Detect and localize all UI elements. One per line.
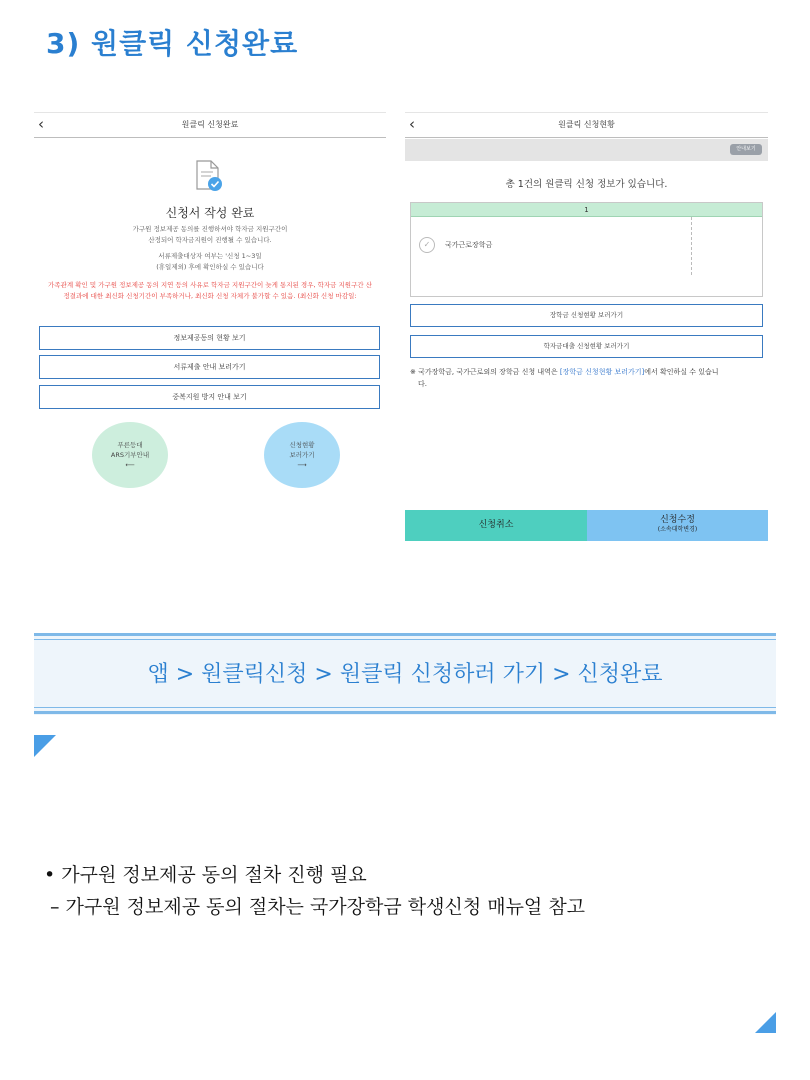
desc-line: 산정되어 학자금지원이 진행될 수 있습니다. xyxy=(148,236,272,244)
top-rule-thin xyxy=(34,639,776,640)
bottom-rule-thin xyxy=(34,707,776,708)
ars-donation-button[interactable] xyxy=(92,422,168,488)
completion-screen xyxy=(34,112,386,512)
edit-label: 신청수정 xyxy=(660,515,695,525)
duplicate-guide-button[interactable]: 중복지원 방지 안내 보기 xyxy=(39,385,380,409)
desc-line: 서류제출대상자 여부는 '신청 1~3일 xyxy=(158,252,262,260)
edit-sublabel: (소속대학변경) xyxy=(657,526,698,533)
application-card[interactable] xyxy=(410,202,763,297)
circle-label: 신청현황 xyxy=(289,441,315,449)
back-chevron-icon[interactable]: ‹ xyxy=(38,115,44,133)
card-number: 1 xyxy=(411,203,762,217)
note-suffix: 에서 확인하실 수 있습니 xyxy=(644,368,719,376)
bullet-item: • 가구원 정보제공 동의 절차 진행 필요 xyxy=(44,864,367,886)
circle-label: 푸른등대 xyxy=(117,441,143,449)
warning-line: 정결과에 대한 최신화 신청기간이 부족하거나, 최신화 신청 자체가 불가할 수 있음. (최신화 신청 마감일: xyxy=(63,292,357,300)
guide-button[interactable]: 안내보기 xyxy=(730,144,762,155)
cancel-application-button[interactable] xyxy=(405,510,587,541)
arrow-left-icon: ⟵ xyxy=(125,461,135,469)
top-rule xyxy=(34,633,776,636)
section-title: 3) 원클릭 신청완료 xyxy=(46,27,299,60)
done-title: 신청서 작성 완료 xyxy=(165,206,255,220)
corner-triangle-icon xyxy=(755,1012,776,1033)
card-label: 국가근로장학금 xyxy=(445,241,493,249)
breadcrumb: 앱 > 원클릭신청 > 원클릭 신청하러 가기 > 신청완료 xyxy=(147,662,663,687)
circle-label: ARS기부안내 xyxy=(110,451,150,459)
screen-title: 원클릭 신청완료 xyxy=(181,120,239,129)
corner-triangle-icon xyxy=(34,735,56,757)
bullet-subitem: – 가구원 정보제공 동의 절차는 국가장학금 학생신청 매뉴얼 참고 xyxy=(50,896,586,918)
back-chevron-icon[interactable]: ‹ xyxy=(409,115,415,133)
scholarship-status-link[interactable]: [장학금 신청현황 보러가기] xyxy=(559,368,645,376)
circle-label: 보러가기 xyxy=(289,451,315,459)
document-check-icon xyxy=(194,160,224,192)
loan-status-button[interactable]: 학자금대출 신청현황 보러가기 xyxy=(410,335,763,358)
check-circle-icon: ✓ xyxy=(419,237,435,253)
info-band xyxy=(405,139,768,161)
breadcrumb-box xyxy=(34,633,776,715)
cancel-label: 신청취소 xyxy=(478,520,514,530)
scholarship-status-button[interactable]: 장학금 신청현황 보러가기 xyxy=(410,304,763,327)
desc-line: 가구원 정보제공 동의를 진행하셔야 학자금 지원구간이 xyxy=(132,225,288,233)
top-bar xyxy=(405,112,768,138)
arrow-right-icon: ⟶ xyxy=(297,461,307,469)
document-guide-button[interactable]: 서류제출 안내 보러가기 xyxy=(39,355,380,379)
screen-title: 원클릭 신청현황 xyxy=(558,120,615,129)
status-view-button[interactable] xyxy=(264,422,340,488)
note-line2: 다. xyxy=(418,380,427,388)
status-screen xyxy=(405,112,768,542)
top-bar xyxy=(34,112,386,138)
bottom-rule xyxy=(34,711,776,714)
edit-application-button[interactable] xyxy=(587,510,768,541)
divider xyxy=(691,217,692,275)
warning-line: 가족관계 확인 및 가구원 정보제공 동의 지연 등의 사유로 학자금 지원구간이 늦게 통지된 경우, 학자금 지원구간 산 xyxy=(48,281,372,289)
note-prefix: ※ 국가장학금, 국가근로외의 장학금 신청 내역은 xyxy=(410,368,560,376)
consent-status-button[interactable]: 정보제공동의 현황 보기 xyxy=(39,326,380,350)
total-count-text: 총 1건의 원클릭 신청 정보가 있습니다. xyxy=(505,179,668,190)
note-text xyxy=(410,366,765,390)
desc-line: (휴일제외) 후에 확인하실 수 있습니다 xyxy=(156,263,264,271)
